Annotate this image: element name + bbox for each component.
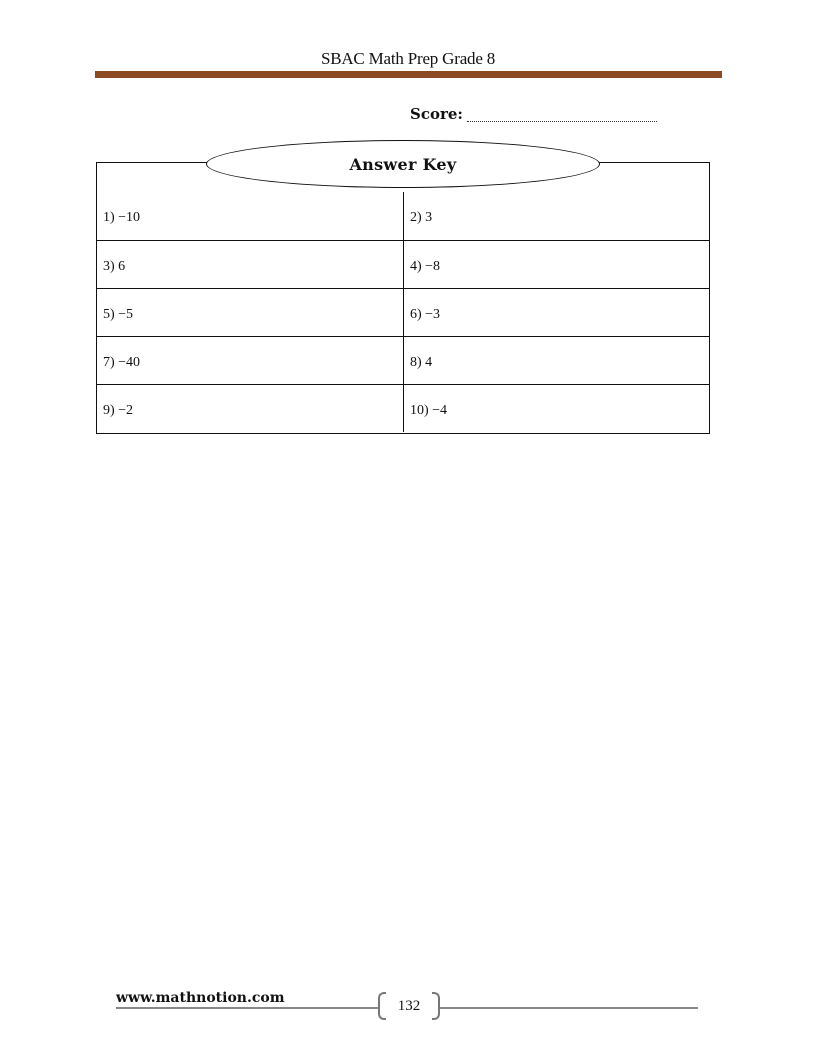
page-header-title: SBAC Math Prep Grade 8 bbox=[320, 49, 496, 68]
answer-key-title-oval bbox=[206, 140, 600, 188]
answer-cell: 7) −40 bbox=[97, 336, 404, 384]
answer-cell: 2) 3 bbox=[410, 210, 433, 225]
page-number: 132 bbox=[397, 998, 421, 1014]
footer-rule-left bbox=[116, 1007, 378, 1009]
answer-cell: 1) −10 bbox=[97, 192, 404, 240]
footer-rule-right bbox=[440, 1007, 698, 1009]
right-brace-icon bbox=[432, 992, 440, 1020]
answer-cell: 3) 6 bbox=[97, 240, 404, 288]
page-number-box bbox=[378, 992, 440, 1022]
header-rule bbox=[95, 71, 722, 78]
answer-cell: 9) −2 bbox=[97, 384, 404, 432]
answer-key-table bbox=[96, 162, 710, 434]
score-blank-line bbox=[467, 121, 657, 122]
answer-cell: 6) −3 bbox=[404, 288, 710, 336]
answer-rows bbox=[97, 192, 709, 432]
answer-cell: 5) −5 bbox=[97, 288, 404, 336]
answer-cell: 10) −4 bbox=[404, 384, 710, 432]
answer-key-title: Answer Key bbox=[349, 154, 457, 174]
footer-url: www.mathnotion.com bbox=[116, 990, 285, 1006]
answer-cell: 4) −8 bbox=[404, 240, 710, 288]
answer-cell: 8) 4 bbox=[404, 336, 710, 384]
score-label: Score: bbox=[410, 105, 463, 123]
